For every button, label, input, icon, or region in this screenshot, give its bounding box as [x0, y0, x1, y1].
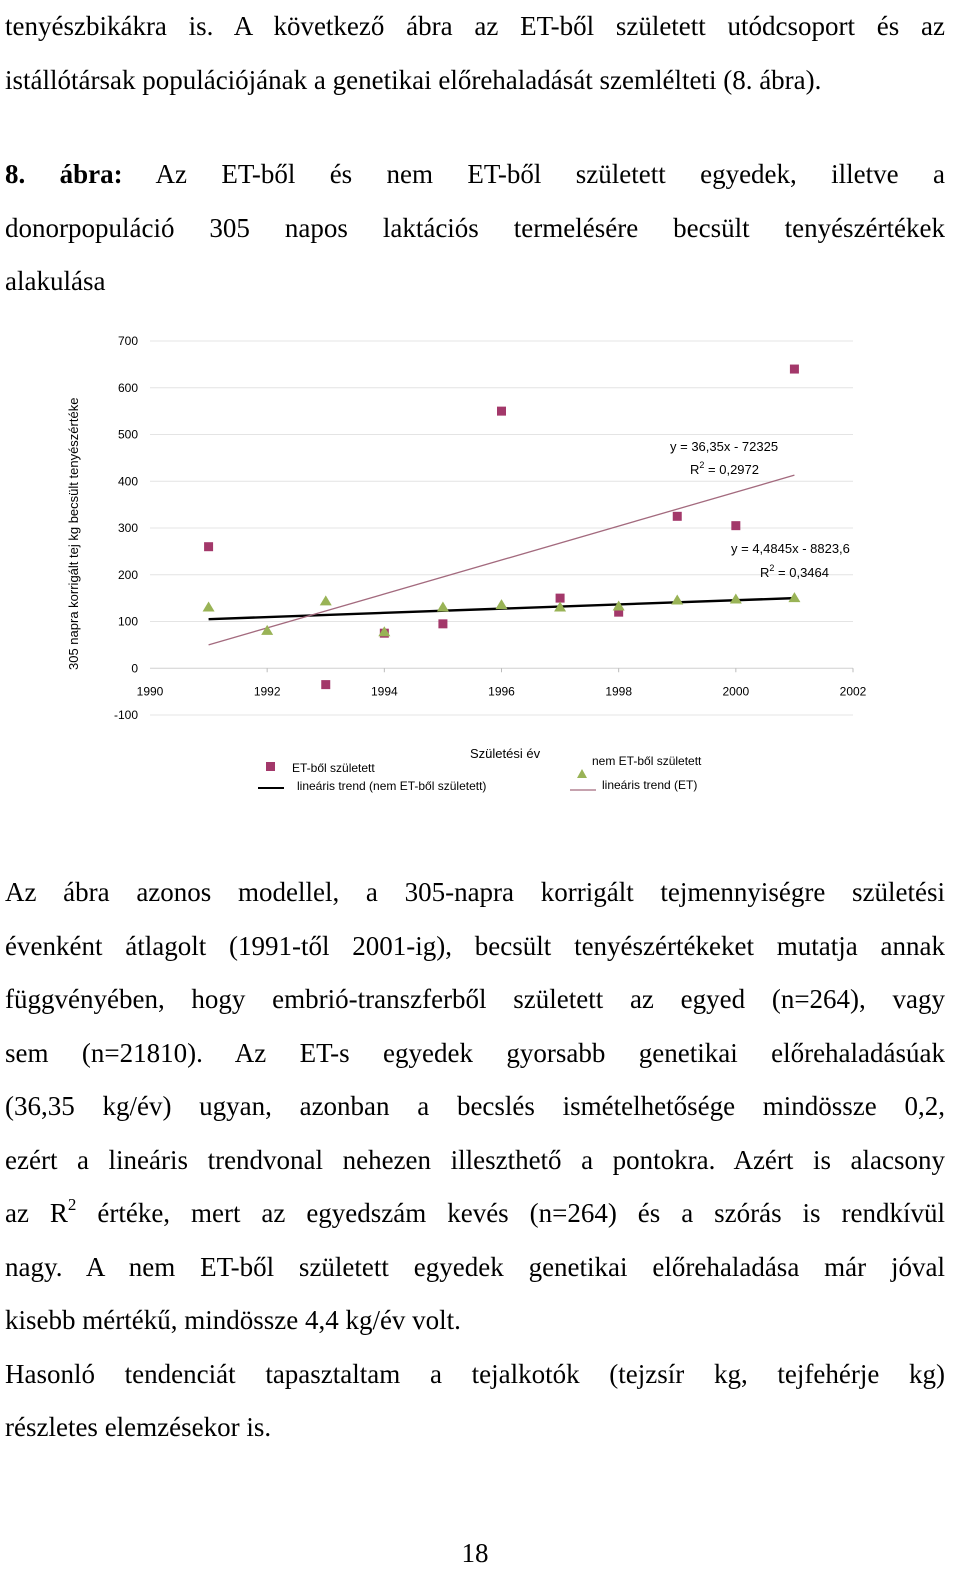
body-line-6: ezért a lineáris trendvonal nehezen illeszthető a pontokra. Azért is alacsony — [5, 1144, 945, 1175]
trend-eq-nonet: y = 4,4845x - 8823,6 — [731, 541, 850, 556]
y-tick-label: 0 — [131, 661, 138, 676]
body-line-11: részletes elemzésekor is. — [5, 1412, 272, 1442]
caption-line-3: alakulása — [5, 266, 106, 296]
x-tick-label: 1998 — [605, 684, 633, 699]
figure-caption — [5, 148, 945, 309]
y-tick-label: 700 — [117, 334, 138, 348]
trend-line-et — [209, 475, 795, 645]
body-line-10: Hasonló tendenciát tapasztaltam a tejalkotók (tejzsír kg, tejfehérje kg) — [5, 1358, 945, 1389]
page-number: 18 — [461, 1538, 489, 1568]
y-tick-label: 500 — [117, 427, 138, 442]
body-line-4: sem (n=21810). Az ET-s egyedek gyorsabb genetikai előrehaladásúak — [5, 1037, 945, 1068]
r2-text-a: az R — [5, 1198, 68, 1228]
intro-line-1: tenyészbikákra is. A következő ábra az ET-ből született utódcsoport és az — [5, 11, 945, 41]
y-tick-label: -100 — [113, 708, 138, 722]
data-point-nonet — [671, 594, 683, 604]
trend-r2-nonet-prefix: R — [760, 565, 770, 580]
trend-r2-et-value: = 0,2972 — [704, 462, 759, 477]
y-tick-label: 300 — [117, 521, 138, 535]
body-line-9: kisebb mértékű, mindössze 4,4 kg/év volt. — [5, 1305, 461, 1335]
data-point-et — [497, 407, 506, 416]
caption-number: 8. ábra: — [5, 159, 123, 189]
body-line-5: (36,35 kg/év) ugyan, azonban a becslés ismételhetősége mindössze 0,2, — [5, 1091, 945, 1121]
caption-line-1 — [5, 148, 945, 202]
legend-label-nonet: nem ET-ből született — [592, 754, 702, 768]
x-tick-label: 1990 — [136, 684, 164, 699]
data-point-nonet — [496, 599, 508, 609]
x-tick-label: 1992 — [253, 684, 281, 699]
chart-gridlines — [150, 341, 853, 715]
r2-superscript: 2 — [67, 1195, 77, 1214]
data-point-nonet — [437, 601, 449, 611]
y-axis-label: 305 napra korrigált tej kg becsült tenyészértéke — [66, 397, 81, 670]
trend-r2-et-prefix: R — [690, 462, 700, 477]
y-tick-label: 600 — [117, 380, 138, 395]
body-line-3: függvényében, hogy embrió-transzferből született az egyed (n=264), vagy — [5, 984, 945, 1014]
legend-label-et-trend: lineáris trend (ET) — [602, 778, 698, 792]
intro-paragraph — [5, 0, 945, 107]
body-paragraph — [5, 866, 945, 1455]
body-line-7 — [5, 1187, 945, 1241]
data-point-et — [673, 512, 682, 521]
x-tick-label: 1996 — [488, 684, 515, 699]
legend-marker-et — [266, 762, 275, 771]
data-points — [203, 365, 801, 690]
x-tick-label: 1994 — [370, 684, 398, 699]
body-line-2: évenként átlagolt (1991-től 2001-ig), becsült tenyészértékeket mutatja annak — [5, 930, 945, 961]
legend-label-nonet-trend: lineáris trend (nem ET-ből született) — [297, 779, 487, 793]
legend-marker-nonet — [577, 769, 587, 778]
intro-line-2: istállótársak populációjának a genetikai előrehaladását szemlélteti (8. ábra). — [5, 64, 822, 95]
y-tick-label: 200 — [117, 567, 138, 582]
r2-text-b: értéke, mert az egyedszám kevés (n=264) és a szórás is rendkívül — [76, 1198, 945, 1228]
caption-title-start: Az ET-ből és nem ET-ből született egyedek, illetve a — [155, 159, 945, 189]
x-tick-labels — [137, 684, 867, 698]
caption-line-2: donorpopuláció 305 napos laktációs termelésére becsült tenyészértékek — [5, 212, 945, 243]
data-point-nonet — [730, 594, 742, 604]
data-point-nonet — [203, 601, 215, 611]
y-tick-labels — [114, 334, 138, 722]
data-point-et — [321, 680, 330, 689]
data-point-et — [790, 365, 799, 374]
breeding-value-chart — [0, 325, 960, 825]
body-line-1: Az ábra azonos modellel, a 305-napra korrigált tejmennyiségre születési — [5, 877, 945, 907]
body-line-8: nagy. A nem ET-ből született egyedek genetikai előrehaladása már jóval — [5, 1251, 945, 1282]
data-point-et — [731, 521, 740, 530]
trend-r2-nonet-exp: 2 — [769, 563, 775, 573]
trend-r2-et-exp: 2 — [699, 460, 705, 470]
data-point-nonet — [320, 595, 332, 605]
data-point-et — [556, 594, 565, 603]
trend-r2-nonet-value: = 0,3464 — [774, 565, 829, 580]
trend-r2-nonet — [760, 563, 829, 580]
x-tick-label: 2002 — [839, 684, 867, 699]
y-tick-label: 100 — [117, 614, 138, 629]
x-axis-label: Születési év — [470, 746, 541, 761]
trend-lines — [209, 475, 795, 645]
data-point-et — [438, 619, 447, 628]
legend-label-et: ET-ből született — [292, 761, 375, 775]
trend-eq-et: y = 36,35x - 72325 — [670, 439, 779, 454]
y-tick-label: 400 — [117, 474, 138, 489]
x-tick-label: 2000 — [722, 684, 750, 699]
data-point-et — [204, 542, 213, 551]
trend-r2-et — [690, 460, 759, 477]
